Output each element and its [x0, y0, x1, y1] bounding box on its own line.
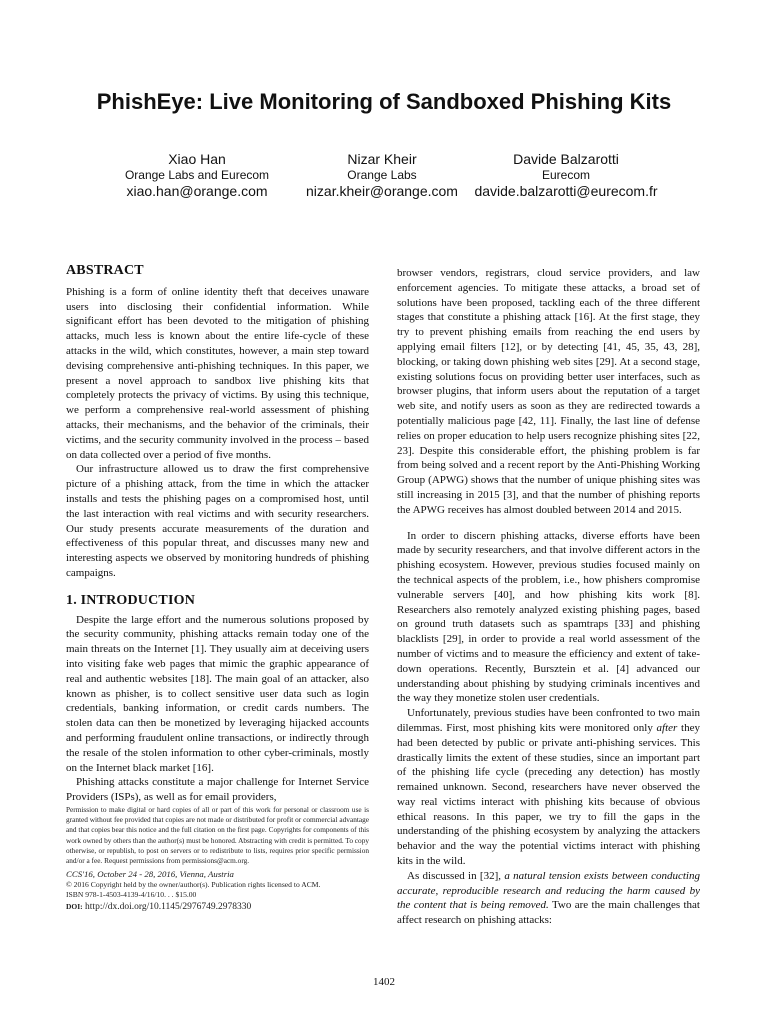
author-block [474, 150, 658, 201]
author-block [104, 150, 290, 201]
doi-link[interactable]: http://dx.doi.org/10.1145/2976749.2978330 [85, 902, 252, 913]
page-number: 1402 [373, 976, 395, 988]
introduction-heading: 1. INTRODUCTION [66, 592, 196, 608]
abstract-paragraph: Our infrastructure allowed us to draw the first comprehensive picture of a phishing attack, from the time in which the attacker installs and tests the phishing pages on a compromised host, until the last interaction with real victims and with security researchers. Our study presents accurate measurements of the duration and effectiveness of this popular threat, and discusses many new and interesting aspects we observed by monitoring hundreds of phishing campaigns. [66, 463, 369, 579]
text-run: they had been detected by public or private anti-phishing services. This drastically limits the extent of these studies, since an important part of the phishing life cycle (preceding any detection) has mostly remained unknown. Second, researchers have never observed the way real victims interact with phishing kits because of obvious ethical reasons. In this paper, we try to fill the gaps in the understanding of the phishing ecosystem by analyzing the attackers behavior and the way the potential victims interact with phishing kits in the wild. [397, 721, 700, 868]
author-name: Davide Balzarotti [513, 151, 619, 167]
conference-line: CCS'16, October 24 - 28, 2016, Vienna, Austria [66, 869, 234, 880]
author-affiliation: Orange Labs and Eurecom [124, 168, 270, 182]
author-email: davide.balzarotti@eurecom.fr [474, 183, 658, 199]
abstract-paragraph: Phishing is a form of online identity theft that deceives unaware users into disclosing their confidential information. While significant effort has been devoted to the mitigation of phishing attacks, much less is known about the entire life-cycle of these attacks in the wild, which constitutes, however, a main step toward devising comprehensive anti-phishing techniques. In this paper, we present a novel approach to sandbox live phishing kits that completely protects the privacy of victims. By using this technique, we perform a comprehensive real-world assessment of phishing attacks, their mechanisms, and the behavior of the criminals, their victims, and the security community involved in the process – based on data collected over a period of five months. [66, 285, 369, 461]
paper-title: PhishEye: Live Monitoring of Sandboxed Phishing Kits [96, 89, 672, 114]
author-name: Nizar Kheir [347, 151, 417, 167]
author-affiliation: Eurecom [541, 168, 591, 182]
author-email: xiao.han@orange.com [126, 183, 268, 199]
abstract-heading: ABSTRACT [66, 263, 144, 278]
emphasis-text: after [656, 721, 678, 734]
isbn-line: ISBN 978-1-4503-4139-4/16/10. . . $15.00 [66, 890, 197, 900]
text-run: As discussed in [32], [407, 869, 505, 882]
author-affiliation: Orange Labs [347, 168, 417, 182]
author-email: nizar.kheir@orange.com [306, 183, 458, 199]
body-paragraph [397, 869, 700, 928]
permission-footnote [66, 805, 369, 914]
introduction-paragraph: Despite the large effort and the numerous solutions proposed by the security community, phishing attacks remain today one of the main threats on the Internet [1]. They usually aim at deceiving users into visiting fake web pages that mimic the graphic appearance of real and authentic websites [18]. The main goal of an attacker, also known as phisher, is to collect sensitive user data such as login credentials, banking information, or credit cards numbers. The stolen data can then be monetized by leveraging hijacked accounts and performing fraudulent online transactions, or indirectly through the resale of the stolen information to other cyber-criminals, mostly on the Internet black market [16]. [66, 613, 369, 774]
author-block [296, 150, 468, 201]
author-name: Xiao Han [168, 151, 226, 167]
body-paragraph: browser vendors, registrars, cloud service providers, and law enforcement agencies. To mitigate these attacks, a broad set of solutions have been proposed, tackling each of the three different stages that constitute a phishing attack [16]. At the first stage, they try to prevent phishing emails from reaching the end users by applying email filters [12], or by detecting [41, 45, 35, 43, 28], blocking, or taking down phishing web sites [29]. At a second stage, existing solutions focus on providing better user interfaces, such as browser plugins, that inform users about the reputation of a target web site, and notify users as soon as they are redirected towards a potentially malicious page [42, 11]. Finally, the last line of defense relies on proper education to help users recognize phishing sites [22, 23]. Despite this considerable effort, the phishing problem is far from being solved and a recent report by the Anti-Phishing Working Group (APWG) shows that the number of unique phishing sites was still increasing in 2015 [3], and that the number of phishing reports the APWG receives has almost doubled between 2014 and 2015. [397, 267, 700, 516]
body-paragraph [397, 706, 700, 869]
body-paragraph: In order to discern phishing attacks, diverse efforts have been made by security researchers, and that involve different actors in the phishing ecosystem. However, previous studies focused mainly on the technical aspects of the problem, i.e., how phishers compromise vulnerable servers [40], and how phishing kits work [8]. Researchers also remotely analyzed existing phishing pages, based on ground truth datasets such as spamtraps [33] and phishing blacklists [29], in order to provide a real world assessment of the number of victims and to measure the efficiency and extent of take-down operations. Recently, Bursztein et al. [4] advanced our understanding about phishing by studying criminals incentives and the way they monetize stolen user credentials. [397, 529, 700, 705]
doi-label: DOI: [66, 902, 83, 912]
introduction-paragraph: Phishing attacks constitute a major challenge for Internet Service Providers (ISPs), as well as for email providers, [66, 776, 369, 804]
emphasis-text: a natural tension exists between conducting accurate, reproducible research and reducing the harm caused by the content that is being removed. [397, 869, 700, 912]
left-column [66, 264, 369, 805]
copyright-line: © 2016 Copyright held by the owner/author(s). Publication rights licensed to ACM. [66, 880, 321, 890]
doi-line [66, 900, 369, 914]
text-run: Unfortunately, previous studies have been confronted to two main dilemmas. First, most phishing kits were monitored only [397, 707, 700, 734]
permission-text: Permission to make digital or hard copies of all or part of this work for personal or classroom use is granted without fee provided that copies are not made or distributed for profit or commercial advantage and that copies bear this notice and the full citation on the first page. Copyrights for components of this work owned by others than the author(s) must be honored. Abstracting with credit is permitted. To copy otherwise, or republish, to post on servers or to redistribute to lists, requires prior specific permission and/or a fee. Request permissions from permissions@acm.org. [66, 805, 369, 866]
right-column [397, 266, 700, 928]
text-run: Two are the main challenges that affect research on phishing attacks: [397, 899, 700, 927]
